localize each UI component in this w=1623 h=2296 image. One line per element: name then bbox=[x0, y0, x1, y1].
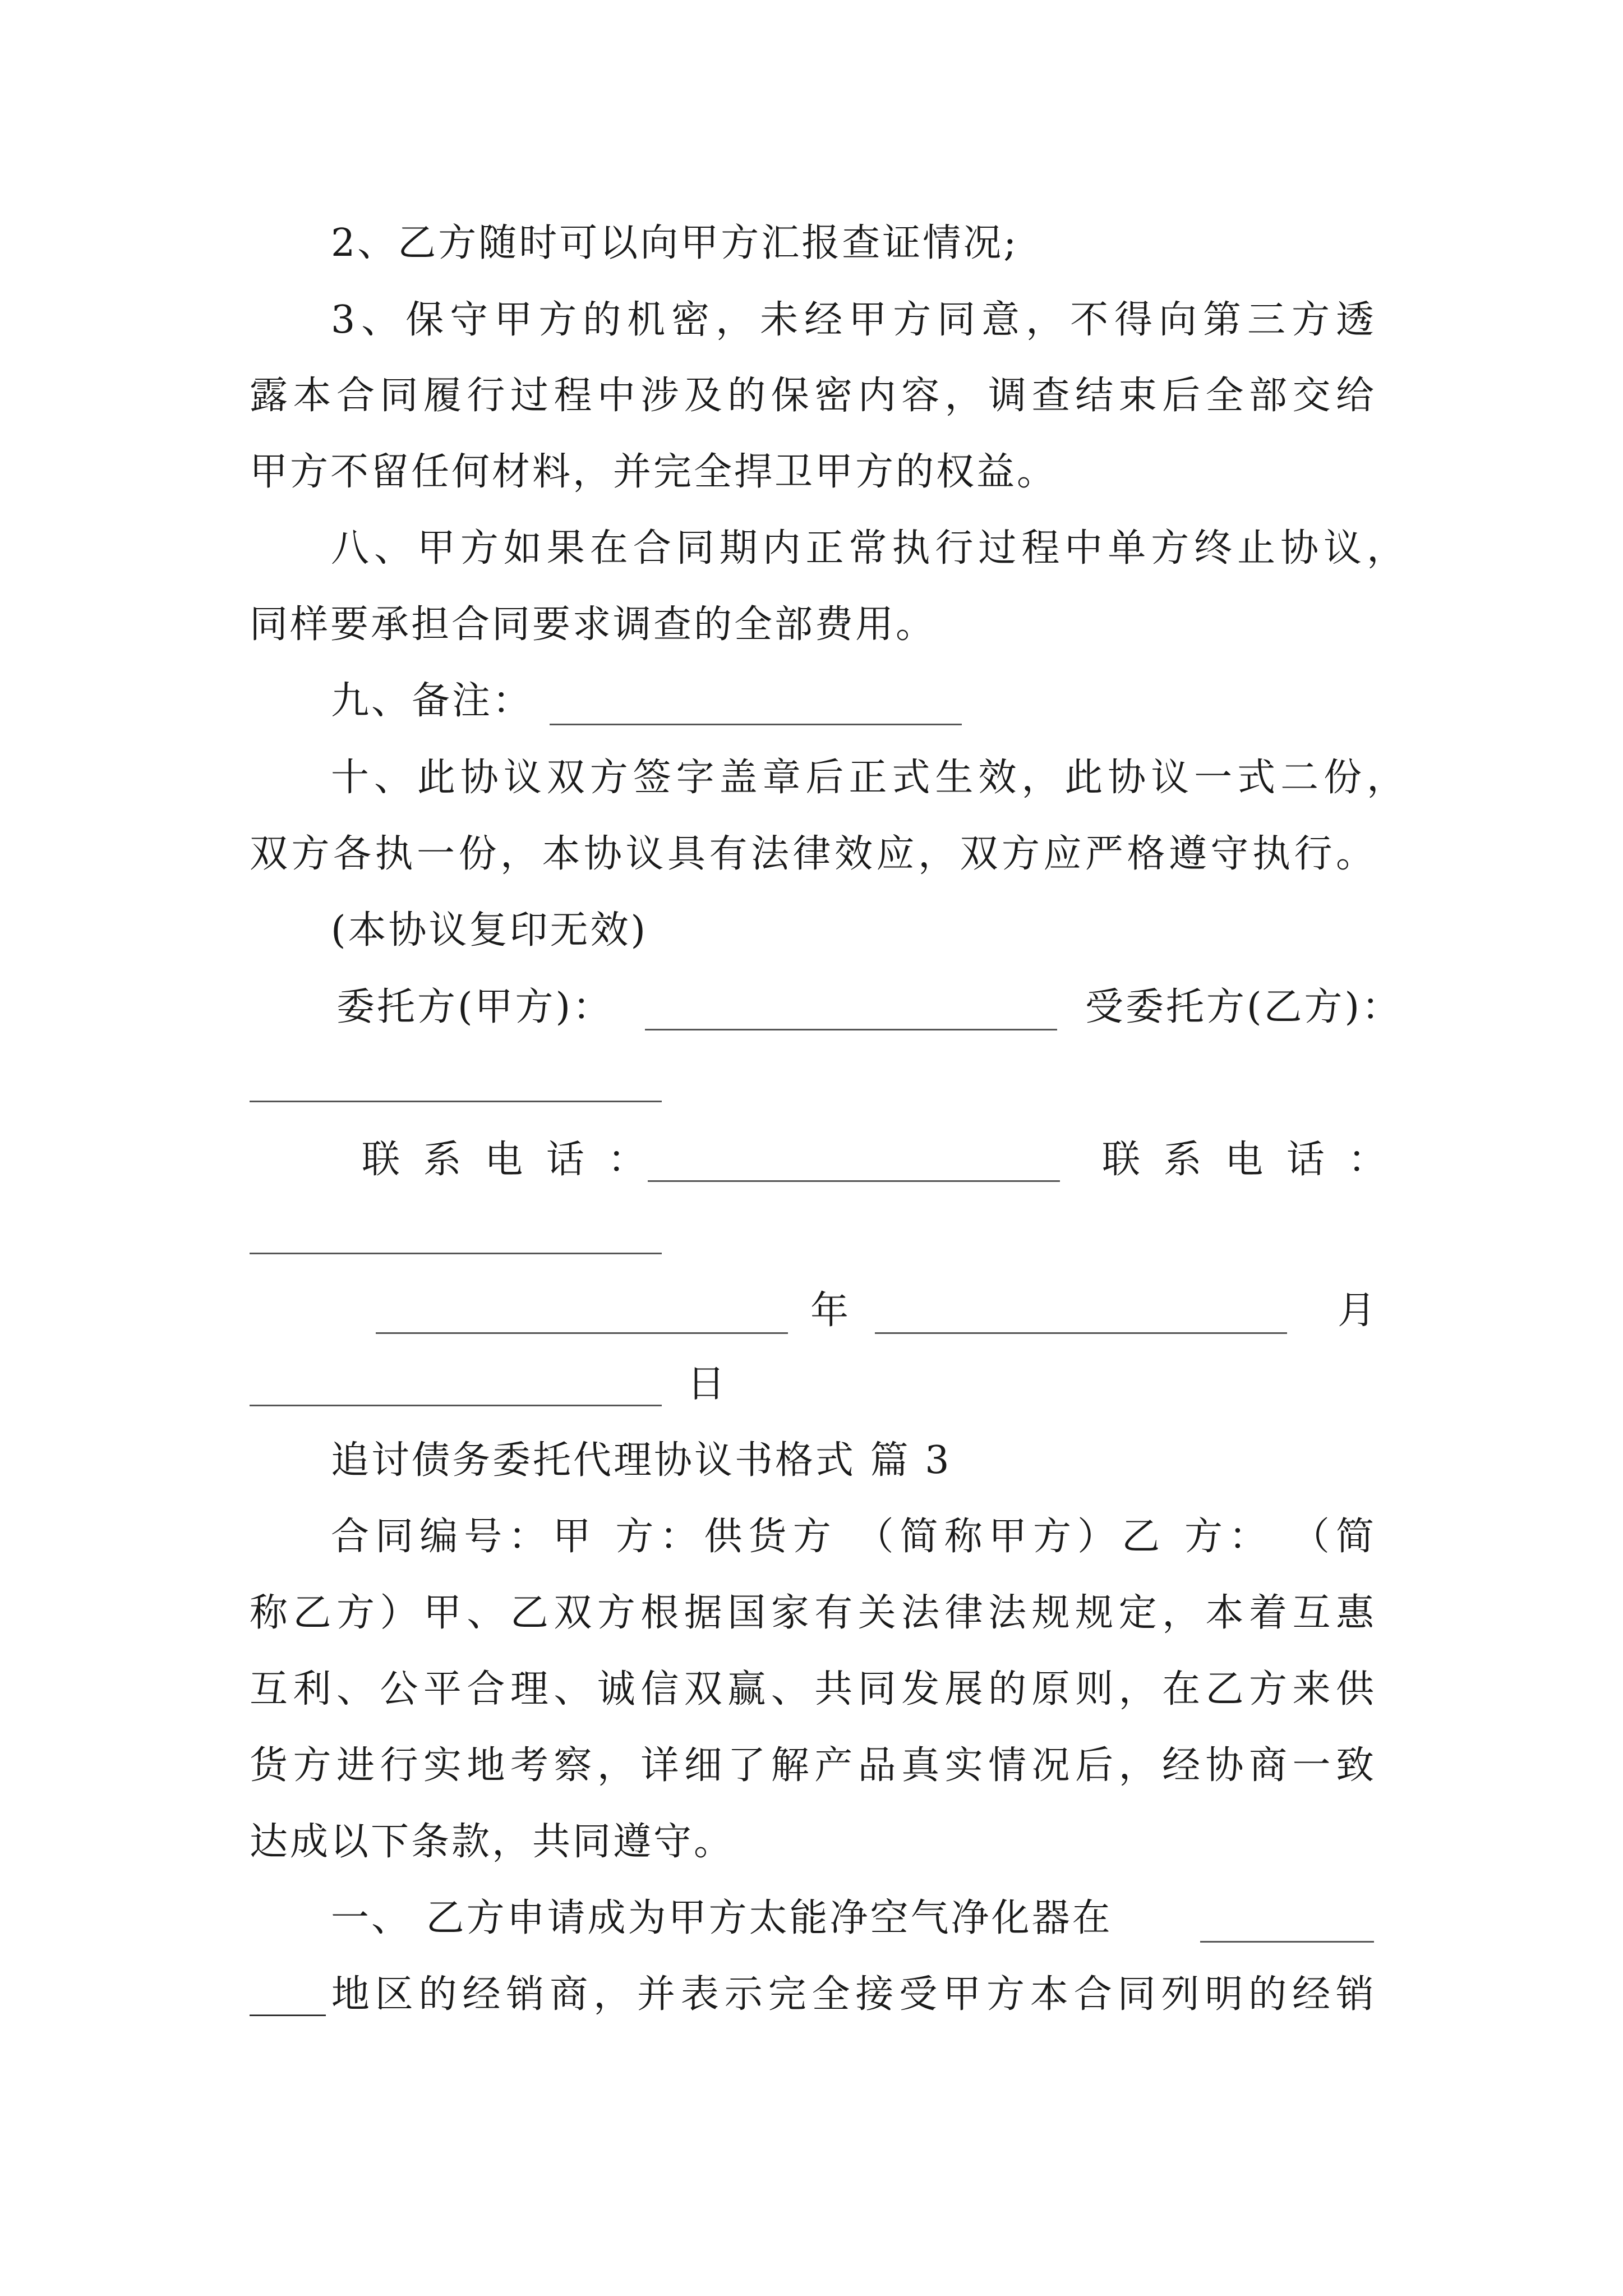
client-phone-label: 联 系 电 话 ： bbox=[362, 1138, 652, 1182]
client-phone-blank bbox=[648, 1180, 1060, 1182]
section-heading: 追讨债务委托代理协议书格式 篇 3 bbox=[331, 1438, 952, 1483]
day-blank bbox=[250, 1405, 662, 1406]
agent-party-label: 受委托方(乙方)： bbox=[1085, 985, 1403, 1029]
agent-phone-blank bbox=[250, 1253, 662, 1254]
text-line-23: 达成以下条款，共同遵守。 bbox=[250, 1820, 735, 1864]
year-blank bbox=[376, 1332, 788, 1334]
text-line-9: 双方各执一份，本协议具有法律效应，双方应严格遵守执行。 bbox=[250, 832, 1374, 876]
year-label: 年 bbox=[810, 1289, 851, 1333]
text-line-1: 2、乙方随时可以向甲方汇报查证情况; bbox=[331, 221, 1019, 265]
day-label: 日 bbox=[687, 1362, 728, 1406]
text-line-4: 甲方不留任何材料，并完全捍卫甲方的权益。 bbox=[250, 450, 1058, 494]
agent-party-blank bbox=[250, 1101, 662, 1102]
text-line-2: 3、保守甲方的机密，未经甲方同意，不得向第三方透 bbox=[331, 298, 1374, 342]
text-line-25: ____地区的经销商，并表示完全接受甲方本合同列明的经销 bbox=[250, 1972, 1374, 2017]
text-line-19: 合同编号：甲 方：供货方 （简称甲方）乙 方： （简 bbox=[331, 1515, 1374, 1559]
text-line-6: 同样要承担合同要求调查的全部费用。 bbox=[250, 602, 937, 647]
text-line-24: 一、 乙方申请成为甲方太能净空气净化器在 bbox=[331, 1896, 1113, 1940]
text-line-21: 互利、公平合理、诚信双赢、共同发展的原则，在乙方来供 bbox=[250, 1667, 1374, 1711]
text-line-22: 货方进行实地考察，详细了解产品真实情况后，经协商一致 bbox=[250, 1743, 1374, 1788]
agent-phone-label: 联 系 电 话 ： bbox=[1102, 1138, 1392, 1182]
month-blank bbox=[875, 1332, 1287, 1334]
text-line-3: 露本合同履行过程中涉及的保密内容，调查结束后全部交给 bbox=[250, 374, 1374, 418]
copy-invalid-note: (本协议复印无效) bbox=[331, 908, 648, 953]
remarks-blank bbox=[550, 724, 962, 725]
text-line-8: 十、此协议双方签字盖章后正式生效，此协议一式二份， bbox=[331, 756, 1405, 800]
month-label: 月 bbox=[1338, 1289, 1378, 1333]
text-line-20: 称乙方）甲、乙双方根据国家有关法律法规规定，本着互惠 bbox=[250, 1591, 1374, 1635]
client-party-blank bbox=[645, 1029, 1057, 1030]
text-line-5: 八、甲方如果在合同期内正常执行过程中单方终止协议， bbox=[331, 526, 1405, 570]
client-party-label: 委托方(甲方)： bbox=[336, 985, 614, 1029]
region-blank bbox=[1200, 1941, 1374, 1943]
remarks-label: 九、备注： bbox=[331, 679, 533, 723]
